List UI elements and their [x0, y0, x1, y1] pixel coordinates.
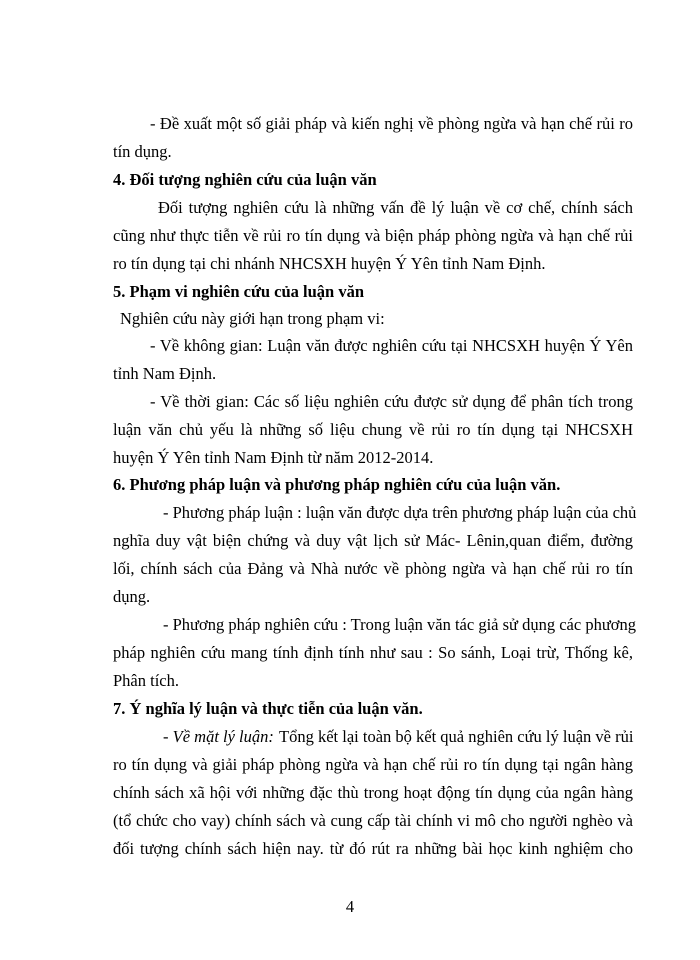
section-4-heading: 4. Đối tượng nghiên cứu của luận văn [113, 170, 377, 189]
significance-line-4: (tổ chức cho vay) chính sách và cung cấp tài chính vi mô cho người nghèo và [113, 811, 633, 830]
significance-line-1: Tổng kết lại toàn bộ kết quả nghiên cứu lý luận về rủi [279, 727, 634, 746]
space-scope-line-1: - Về không gian: Luận văn được nghiên cứu tại NHCSXH huyện Ý Yên [150, 336, 633, 355]
methodology-line-1: - Phương pháp luận : luận văn được dựa trên phương pháp luận của chủ [163, 503, 637, 522]
research-method-line-3: Phân tích. [113, 671, 179, 690]
significance-line-5: đối tượng chính sách hiện nay. từ đó rút ra những bài học kinh nghiệm cho [113, 839, 633, 858]
time-scope-line-1: - Về thời gian: Các số liệu nghiên cứu được sử dụng để phân tích trong [150, 392, 633, 411]
research-method-line-1: - Phương pháp nghiên cứu : Trong luận văn tác giả sử dụng các phương [163, 615, 636, 634]
page-number: 4 [345, 897, 355, 916]
significance-line-2: ro tín dụng và giải pháp phòng ngừa và hạn chế rủi ro tín dụng tại ngân hàng [113, 755, 633, 774]
time-scope-line-2: luận văn chủ yếu là những số liệu chung về rủi ro tín dụng tại NHCSXH [113, 420, 633, 439]
research-method-line-2: pháp nghiên cứu mang tính định tính như sau : So sánh, Loại trừ, Thống kê, [113, 643, 633, 662]
theory-label: - Về mặt lý luận: [163, 727, 274, 746]
proposal-line-2: tín dụng. [113, 142, 172, 161]
methodology-line-2: nghĩa duy vật biện chứng và duy vật lịch sử Mác- Lênin,quan điểm, đường [113, 531, 633, 550]
methodology-line-3: lối, chính sách của Đảng và Nhà nước về phòng ngừa và hạn chế rủi ro tín [113, 559, 633, 578]
space-scope-line-2: tỉnh Nam Định. [113, 364, 217, 383]
section-7-heading: 7. Ý nghĩa lý luận và thực tiễn của luận văn. [113, 699, 423, 718]
time-scope-line-3: huyện Ý Yên tỉnh Nam Định từ năm 2012-2014. [113, 448, 434, 467]
section-5-intro: Nghiên cứu này giới hạn trong phạm vi: [120, 309, 385, 328]
section-4-line-2: cũng như thực tiễn về rủi ro tín dụng và biện pháp phòng ngừa và hạn chế rủi [113, 226, 633, 245]
section-4-line-3: ro tín dụng tại chi nhánh NHCSXH huyện Ý Yên tỉnh Nam Định. [113, 254, 546, 273]
methodology-line-4: dụng. [113, 587, 151, 606]
significance-line-3: chính sách xã hội với những đặc thù trong hoạt động tín dụng của ngân hàng [113, 783, 633, 802]
section-5-heading: 5. Phạm vi nghiên cứu của luận văn [113, 282, 365, 301]
proposal-line-1: - Đề xuất một số giải pháp và kiến nghị về phòng ngừa và hạn chế rủi ro [150, 114, 633, 133]
section-6-heading: 6. Phương pháp luận và phương pháp nghiên cứu của luận văn. [113, 475, 561, 494]
section-4-line-1: Đối tượng nghiên cứu là những vấn đề lý luận về cơ chế, chính sách [158, 198, 633, 217]
